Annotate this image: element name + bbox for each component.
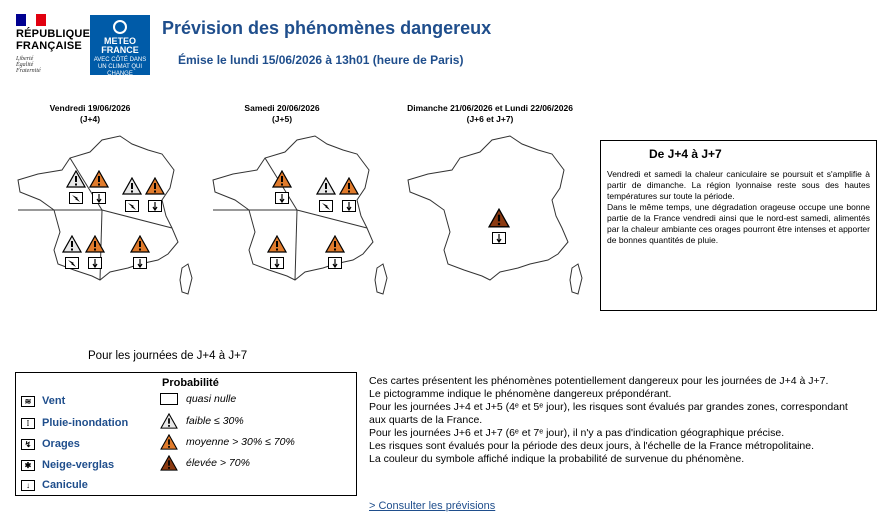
summary-para2: Dans le même temps, une dégradation orageuse occupe une bonne partie de la France vendredi ainsi que le nord-est samedi, alimentés par la chaleur ambiante ces orages pourront être intenses et apporter de bonnes quantités de pluie. — [607, 202, 870, 245]
wind-icon: ≋ — [21, 396, 35, 407]
map1 — [18, 136, 192, 294]
motto-egalite: Égalité — [16, 62, 34, 68]
prob-elevee-label: élevée > 70% — [186, 457, 250, 469]
prob-faible — [160, 413, 244, 429]
explanation-p5: Les risques sont évalués pour la période des deux jours, à l'échelle de la France métropolitaine. — [369, 440, 815, 452]
legend-heat — [21, 479, 88, 491]
map3-offset: (J+6 et J+7) — [466, 114, 514, 124]
explanation-p3: Pour les journées J+4 et J+5 (4ᵉ et 5ᵉ jour), les risques sont évalués par grandes zones, correspondant aux quarts de la France. — [369, 401, 848, 426]
summary-para1: Vendredi et samedi la chaleur caniculaire se poursuit et s'amplifie à partir de dimanche. La région lyonnaise reste sous des hautes températures sur toute la période. — [607, 169, 870, 201]
republic-line2: FRANÇAISE — [16, 40, 82, 52]
map2-date: Samedi 20/06/2026 — [244, 103, 320, 113]
explanation-p6: La couleur du symbole affiché indique la probabilité de survenue du phénomène. — [369, 453, 745, 465]
warning-orange-icon — [160, 434, 178, 450]
motto-liberte: Liberté — [16, 56, 34, 62]
legend-storm — [21, 438, 80, 450]
forecast-summary-box — [600, 140, 877, 311]
legend-heat-label: Canicule — [42, 479, 88, 491]
prob-moyenne — [160, 434, 295, 450]
prob-faible-label: faible ≤ 30% — [186, 415, 244, 427]
snow-ice-icon: ✱ — [21, 460, 35, 471]
summary-heading: De J+4 à J+7 — [649, 147, 722, 161]
issue-date: Émise le lundi 15/06/2026 à 13h01 (heure de Paris) — [178, 53, 464, 67]
legend-rain — [21, 417, 128, 429]
map2-offset: (J+5) — [271, 114, 293, 124]
legend-rain-label: Pluie-inondation — [42, 417, 129, 429]
map1-offset: (J+4) — [79, 114, 101, 124]
explanation-text — [369, 375, 859, 466]
warning-brown-icon — [160, 455, 178, 471]
explanation-p4: Pour les journées J+6 et J+7 (6ᵉ et 7ᵉ jour), il n'y a pas d'indication géographique précise. — [369, 427, 785, 439]
empty-box-icon — [160, 393, 178, 405]
prob-nulle — [160, 393, 236, 405]
warning-light-icon — [160, 413, 178, 429]
map3-date: Dimanche 21/06/2026 et Lundi 22/06/2026 — [407, 103, 573, 113]
legend-snow-label: Neige-verglas — [42, 459, 115, 471]
legend-box — [15, 372, 357, 496]
view-forecasts-link[interactable]: > Consulter les prévisions — [369, 500, 496, 512]
explanation-p1: Ces cartes présentent les phénomènes potentiellement dangereux pour les journées de J+4 à J+7. — [369, 375, 829, 387]
probability-title: Probabilité — [162, 377, 219, 389]
prob-moyenne-label: moyenne > 30% ≤ 70% — [186, 436, 295, 448]
logo-line2: FRANCE — [101, 45, 139, 55]
heatwave-icon: ↓ — [21, 480, 35, 491]
thunderstorm-icon: ↯ — [21, 439, 35, 450]
map2 — [213, 136, 387, 294]
republic-line1: RÉPUBLIQUE — [16, 28, 91, 40]
map1-date: Vendredi 19/06/2026 — [49, 103, 131, 113]
explanation-p2: Le pictogramme indique le phénomène dangereux prépondérant. — [369, 388, 672, 400]
logo-line1: METEO — [103, 36, 136, 46]
legend-storm-label: Orages — [42, 438, 80, 450]
legend-wind — [21, 395, 65, 407]
legend-snow — [21, 459, 114, 471]
page-title: Prévision des phénomènes dangereux — [162, 18, 492, 38]
prob-elevee — [160, 455, 250, 471]
logo-tagline: AVEC CÔTÉ DANS UN CLIMAT QUI CHANGE — [93, 57, 147, 77]
motto-fraternite: Fraternité — [16, 68, 41, 74]
legend-wind-label: Vent — [42, 395, 66, 407]
rain-flood-icon: ⁞ — [21, 418, 35, 429]
legend-title: Pour les journées de J+4 à J+7 — [88, 350, 248, 362]
prob-nulle-label: quasi nulle — [186, 393, 237, 405]
